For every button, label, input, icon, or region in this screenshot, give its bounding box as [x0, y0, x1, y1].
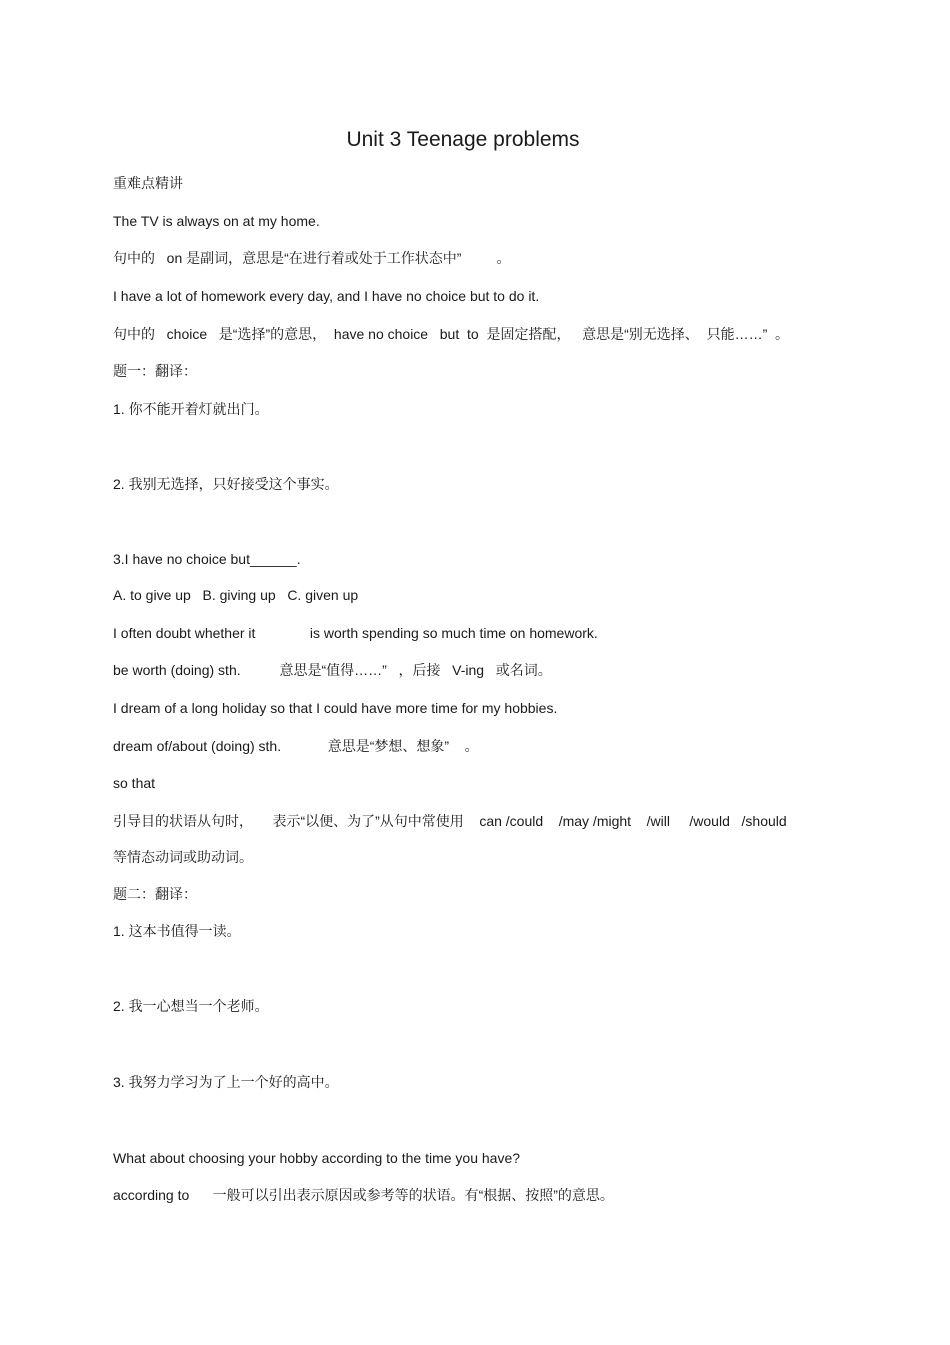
explanation-choice: 句中的 choice 是“选择”的意思， have no choice but to 是固定搭配， 意思是“别无选择、 只能……” 。	[113, 326, 790, 342]
exercise-1-item-2: 2. 我别无选择，只好接受这个事实。	[113, 476, 339, 492]
explanation-dream-of: dream of/about (doing) sth. 意思是“梦想、想象” 。	[113, 738, 479, 754]
explanation-be-worth: be worth (doing) sth. 意思是“值得……” ，后接 V-ing 或名词。	[113, 662, 552, 678]
exercise-2-heading: 题二：翻译：	[113, 886, 197, 902]
phrase-so-that: so that	[113, 775, 156, 791]
exercise-2-item-2: 2. 我一心想当一个老师。	[113, 998, 269, 1014]
exercise-1-item-3: 3.I have no choice but______.	[113, 551, 301, 567]
exercise-2-item-1: 1. 这本书值得一读。	[113, 923, 241, 939]
explanation-on: 句中的 on 是副词，意思是“在进行着或处于工作状态中” 。	[113, 250, 511, 266]
explanation-so-that-2: 等情态动词或助动词。	[113, 849, 253, 865]
example-sentence-1: The TV is always on at my home.	[113, 213, 320, 229]
example-sentence-2: I have a lot of homework every day, and I have no choice but to do it.	[113, 288, 540, 304]
explanation-so-that-1: 引导目的状语从句时， 表示“以便、为了”从句中常使用 can /could /may /might /will /would /should	[113, 813, 787, 829]
exercise-1-item-1: 1. 你不能开着灯就出门。	[113, 401, 269, 417]
document-title: Unit 3 Teenage problems	[346, 128, 580, 151]
example-sentence-3: I often doubt whether it is worth spending so much time on homework.	[113, 625, 598, 641]
section-heading-key-points: 重难点精讲	[113, 175, 183, 191]
exercise-2-item-3: 3. 我努力学习为了上一个好的高中。	[113, 1074, 339, 1090]
explanation-according-to: according to 一般可以引出表示原因或参考等的状语。有“根据、按照”的意思。	[113, 1187, 614, 1203]
exercise-1-options: A. to give up B. giving up C. given up	[113, 587, 359, 603]
example-sentence-5: What about choosing your hobby according to the time you have?	[113, 1150, 521, 1166]
exercise-1-heading: 题一：翻译：	[113, 363, 197, 379]
example-sentence-4: I dream of a long holiday so that I could have more time for my hobbies.	[113, 700, 558, 716]
